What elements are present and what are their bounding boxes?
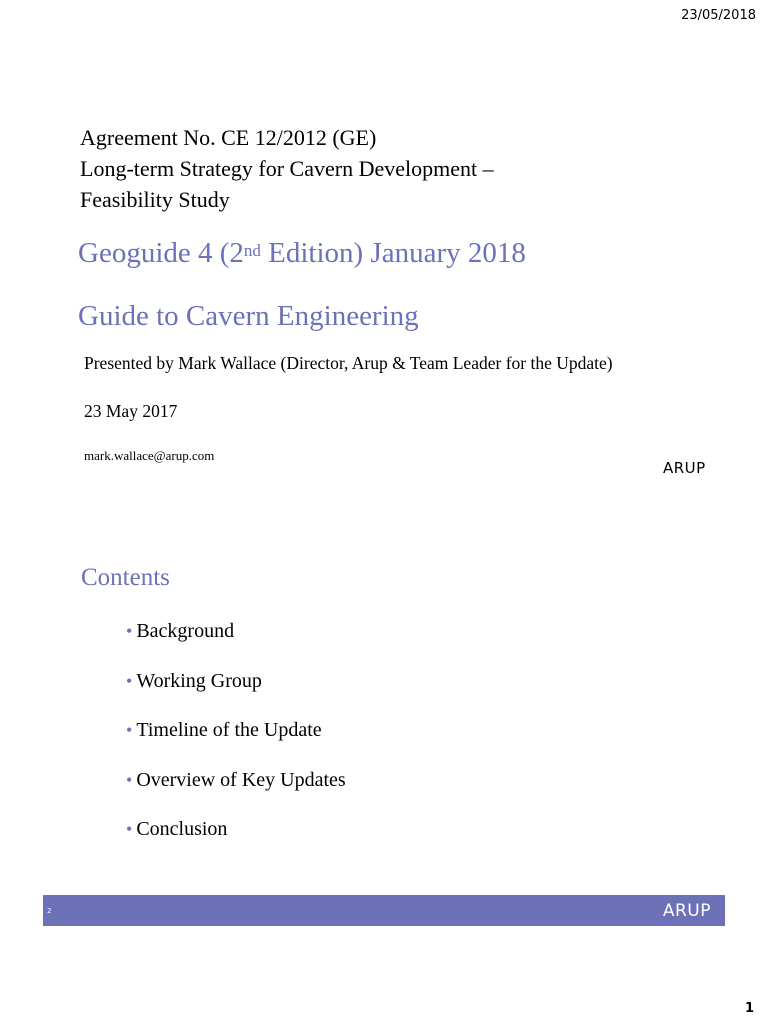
agreement-line: Feasibility Study (80, 187, 230, 212)
agreement-block (80, 122, 494, 215)
contents-list (126, 617, 346, 865)
email-address: mark.wallace@arup.com (84, 448, 215, 463)
guide-subtitle: Guide to Cavern Engineering (78, 300, 419, 332)
title-suffix: Edition) January 2018 (260, 237, 526, 269)
agreement-line: Long-term Strategy for Cavern Development – (80, 156, 494, 181)
bullet-icon: • (126, 819, 133, 839)
list-item (126, 617, 346, 667)
geoguide-title (78, 233, 526, 273)
list-item (126, 815, 346, 865)
list-item-label: Overview of Key Updates (136, 768, 346, 791)
page-number: 1 (744, 1001, 754, 1016)
bullet-icon: • (126, 670, 133, 691)
list-item-label: Working Group (136, 669, 262, 692)
title-superscript: nd (243, 241, 261, 260)
agreement-line: Agreement No. CE 12/2012 (GE) (80, 125, 377, 150)
presentation-date: 23 May 2017 (84, 401, 178, 421)
slide-footer-bar (43, 895, 725, 926)
slide-page-number: 2 (47, 907, 52, 915)
list-item-label: Conclusion (136, 818, 228, 840)
list-item-label: Timeline of the Update (136, 719, 322, 741)
list-item (126, 667, 346, 717)
arup-footer-logo: ARUP (662, 901, 711, 921)
presenter-line: Presented by Mark Wallace (Director, Arup & Team Leader for the Update) (84, 353, 613, 373)
list-item (126, 766, 346, 816)
bullet-icon: • (126, 769, 133, 790)
title-prefix: Geoguide 4 (2 (78, 237, 244, 269)
list-item-label: Background (136, 620, 235, 642)
contents-heading: Contents (81, 564, 170, 591)
bullet-icon: • (126, 720, 133, 740)
arup-logo: ARUP (663, 459, 706, 477)
bullet-icon: • (126, 621, 133, 641)
list-item (126, 716, 346, 766)
header-date: 23/05/2018 (681, 8, 756, 23)
